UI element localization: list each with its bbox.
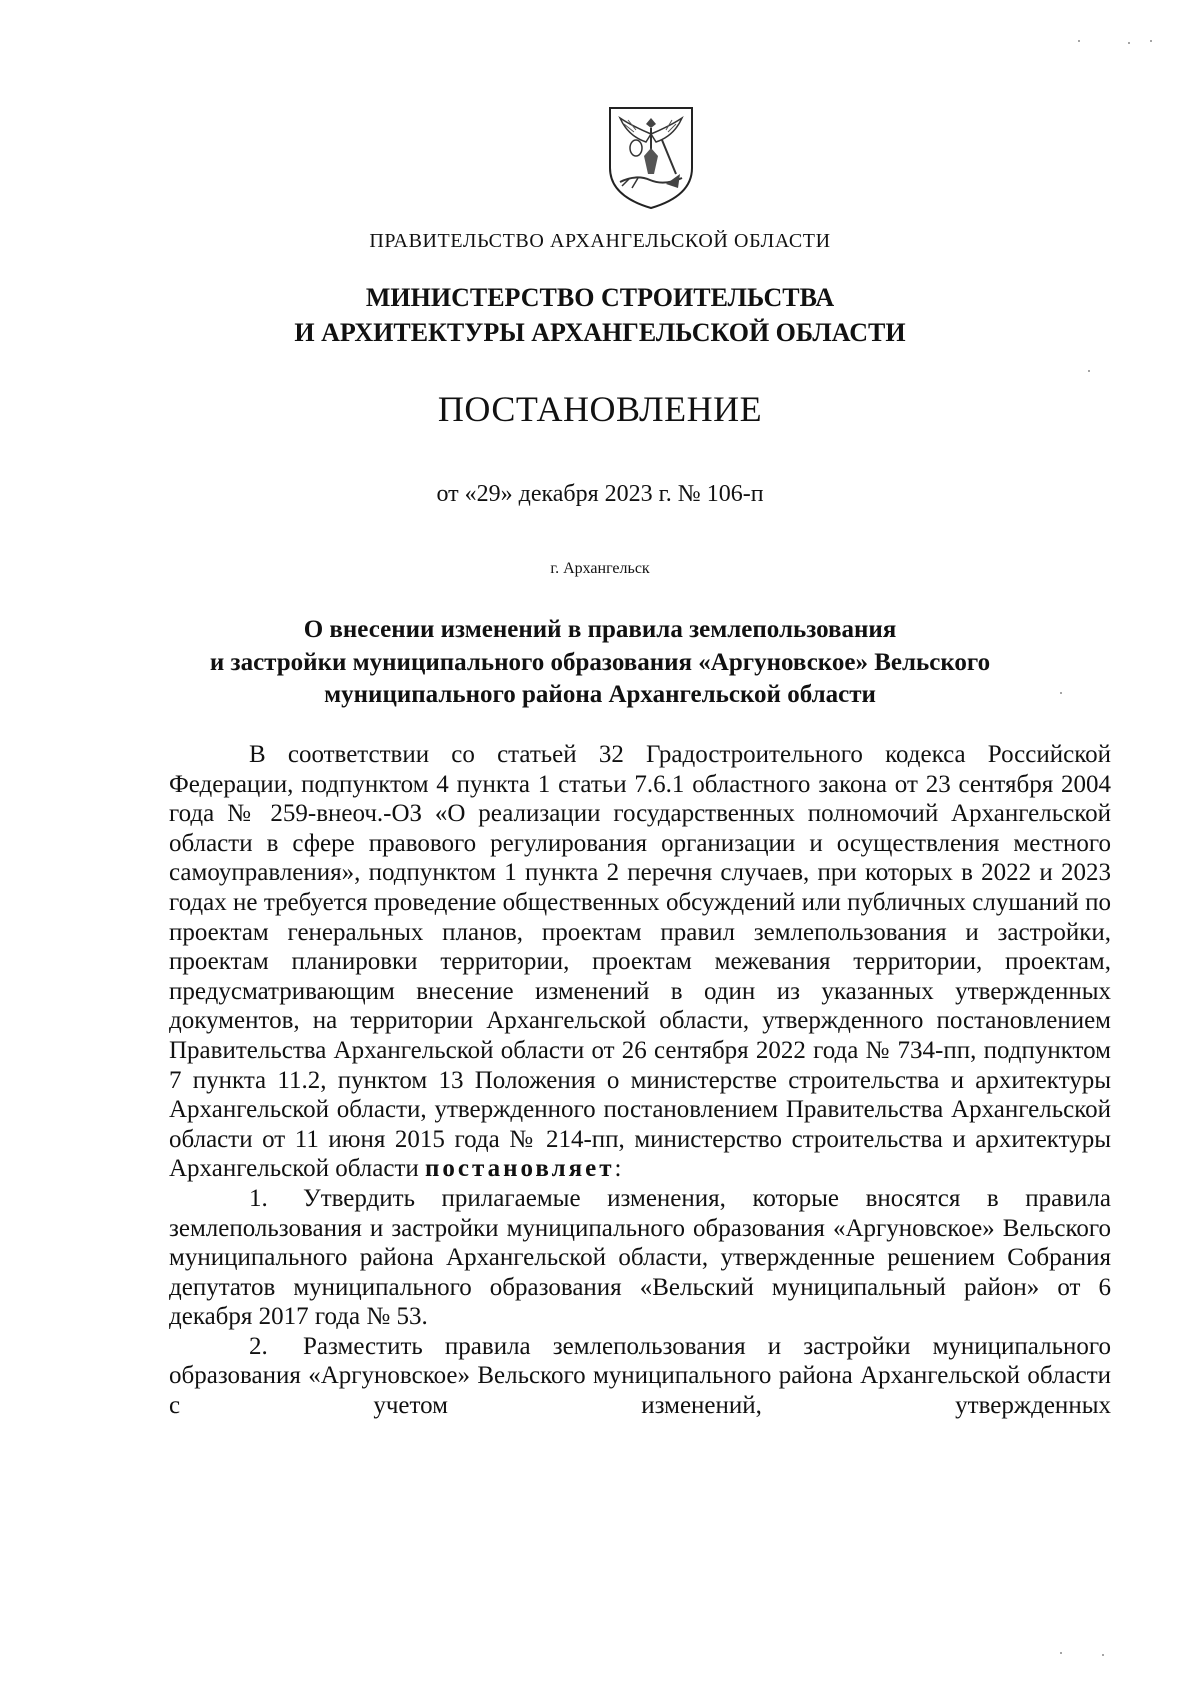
item-1-paragraph <box>169 1184 1111 1332</box>
document-heading <box>0 614 1200 712</box>
document-body <box>169 740 1111 1421</box>
document-type-title: ПОСТАНОВЛЕНИЕ <box>437 389 763 429</box>
scan-speck <box>1060 692 1062 694</box>
ministry-name-line-1: МИНИСТЕРСТВО СТРОИТЕЛЬСТВА <box>365 283 835 312</box>
heading-line-3: муниципального района Архангельской области <box>324 681 876 708</box>
scan-speck <box>1102 1654 1104 1656</box>
ministry-name <box>0 280 1200 350</box>
heading-line-1: О внесении изменений в правила землепользования <box>303 616 897 643</box>
item-2-paragraph <box>169 1332 1111 1421</box>
preamble-paragraph <box>169 740 1111 1184</box>
document-city: г. Архангельск <box>550 560 650 577</box>
item-2-number: 2. <box>249 1332 268 1360</box>
scan-speck <box>1060 1652 1062 1654</box>
item-1-number: 1. <box>249 1184 268 1212</box>
item-2-text: Разместить правила землепользования и застройки муниципального образования «Аргуновское» Вельского муниципального района Архангельской области с учетом изменений, утвержденных <box>169 1332 1111 1420</box>
scan-speck <box>1128 42 1130 44</box>
scan-speck <box>1150 40 1152 42</box>
scan-speck <box>1088 370 1090 372</box>
coat-of-arms-emblem <box>606 104 696 210</box>
preamble-text: В соответствии со статьей 32 Градостроительного кодекса Российской Федерации, подпунктом 4 пункта 1 статьи 7.6.1 областного закона от 23 сентября 2004 года № 259-внеоч.-ОЗ «О реализации государственных полномочий Архангельской области в сфере правового регулирования организации и осуществления местного самоуправления», подпунктом 1 пункта 2 перечня случаев, при которых в 2022 и 2023 годах не требуется проведение общественных обсуждений или публичных слушаний по проектам генеральных планов, проектам правил землепользования и застройки, проектам планировки территории, проектам межевания территории, проектам, предусматривающим внесение изменений в один из указанных утвержденных документов, на территории Архангельской области, утвержденного постановлением Правительства Архангельской области от 26 сентября 2022 года № 734-пп, подпунктом 7 пункта 11.2, пунктом 13 Положения о министерстве строительства и архитектуры Архангельской области, утвержденного постановлением Правительства Архангельской области от 11 июня 2015 года № 214-пп, министерство строительства и архитектуры Архангельской области <box>169 741 1111 1183</box>
item-1-text: Утвердить прилагаемые изменения, которые вносятся в правила землепользования и застройки муниципального образования «Аргуновское» Вельского муниципального района Архангельской области, утвержденные решением Собрания депутатов муниципального образования «Вельский муниципальный район» от 6 декабря 2017 года № 53. <box>169 1184 1111 1331</box>
ministry-name-line-2: И АРХИТЕКТУРЫ АРХАНГЕЛЬСКОЙ ОБЛАСТИ <box>294 318 906 347</box>
scan-speck <box>1078 40 1080 42</box>
resolves-word: постановляет <box>425 1155 615 1183</box>
resolves-colon: : <box>614 1155 622 1183</box>
heading-line-2: и застройки муниципального образования «Аргуновское» Вельского <box>209 648 991 676</box>
document-date-number: от «29» декабря 2023 г. № 106-п <box>436 481 764 507</box>
government-name: ПРАВИТЕЛЬСТВО АРХАНГЕЛЬСКОЙ ОБЛАСТИ <box>369 230 831 252</box>
